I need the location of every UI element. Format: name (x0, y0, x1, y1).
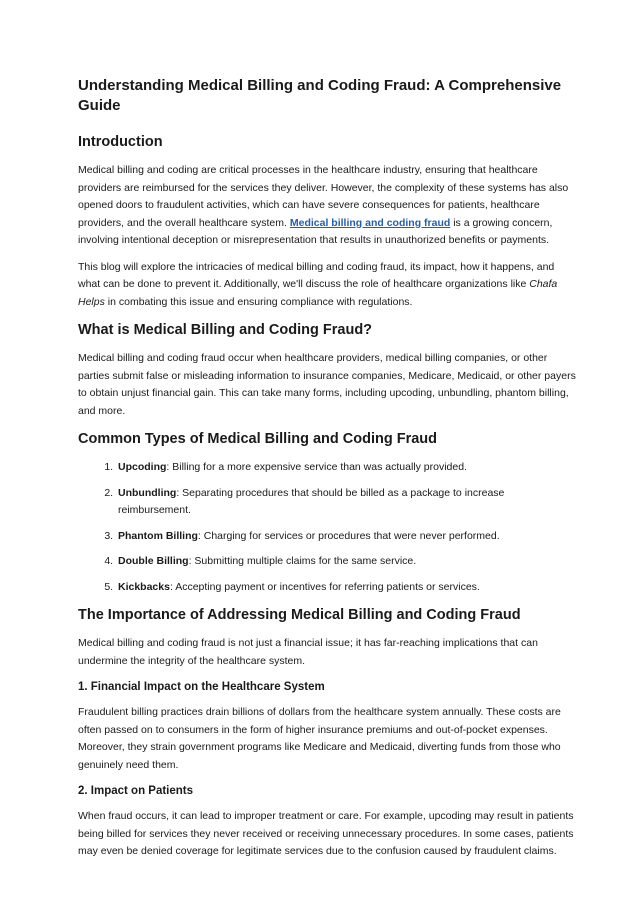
fraud-link[interactable]: Medical billing and coding fraud (289, 216, 451, 229)
importance-paragraph: Medical billing and coding fraud is not just a financial issue; it has far-reaching implications that can undermine the integrity of the healthcare system. (78, 637, 538, 667)
list-item-term: Unbundling (118, 486, 177, 499)
list-item (116, 579, 578, 597)
intro-paragraph-2 (78, 259, 578, 312)
list-item-term: Upcoding (118, 461, 167, 473)
list-item-term: Double Billing (118, 555, 189, 567)
list-item (116, 459, 578, 477)
intro-p2-text: This blog will explore the intricacies of medical billing and coding fraud, its impact, how it happens, and what can be done to prevent it. Additionally, we'll discuss the role of healthcare organizations like (78, 260, 555, 290)
intro-p1-text-after: is a growing concern, involving intentional deception or misrepresentation that results in unauthorized benefits or payments. (78, 216, 553, 246)
list-item-term: Phantom Billing (118, 529, 198, 542)
intro-p2-text-after: in combating this issue and ensuring compliance with regulations. (104, 295, 413, 308)
what-paragraph: Medical billing and coding fraud occur when healthcare providers, medical billing companies, or other parties submit false or misleading information to insurance companies, Medicare, Medicaid, or other payers to obtain unjust financial gain. This can take many forms, including upcoding, unbundling, phantom billing, and more. (78, 352, 576, 417)
list-item (116, 528, 578, 546)
fraud-types-list (78, 459, 578, 596)
list-item (116, 553, 578, 571)
intro-paragraph-1 (78, 162, 578, 250)
list-item-desc: : Charging for services or procedures that were never performed. (197, 529, 500, 542)
what-heading: What is Medical Billing and Coding Fraud? (78, 322, 373, 338)
page-title: Understanding Medical Billing and Coding Fraud: A Comprehensive Guide (78, 77, 562, 114)
list-item-desc: : Separating procedures that should be billed as a package to increase reimbursement. (118, 486, 505, 516)
brand-name: Chafa Helps (78, 278, 558, 308)
patient-impact-subheading: 2. Impact on Patients (78, 785, 194, 797)
list-item-term: Kickbacks (118, 580, 170, 593)
importance-heading: The Importance of Addressing Medical Billing and Coding Fraud (78, 607, 521, 623)
list-item-desc: : Billing for a more expensive service than was actually provided. (166, 461, 467, 473)
intro-p1-text: Medical billing and coding are critical processes in the healthcare industry, ensuring that healthcare providers are reimbursed for the services they deliver. However, the complexity of these systems has also opened doors to fraudulent activities, which can have severe consequences for patients, healthcare providers, and the overall healthcare system. (78, 164, 569, 229)
financial-impact-paragraph: Fraudulent billing practices drain billions of dollars from the healthcare system annually. These costs are often passed on to consumers in the form of higher insurance premiums and out-of-pocket expenses. Moreover, they strain government programs like Medicare and Medicaid, diverting funds from those who genuinely need them. (78, 706, 561, 771)
list-item-desc: : Accepting payment or incentives for referring patients or services. (169, 580, 480, 593)
financial-impact-subheading: 1. Financial Impact on the Healthcare System (78, 681, 325, 693)
types-heading: Common Types of Medical Billing and Coding Fraud (78, 431, 438, 447)
intro-heading: Introduction (78, 134, 163, 150)
list-item-desc: : Submitting multiple claims for the same service. (188, 555, 417, 567)
list-item (116, 485, 578, 520)
patient-impact-paragraph: When fraud occurs, it can lead to improper treatment or care. For example, upcoding may result in patients being billed for services they never received or receiving unnecessary procedures. In some cases, patients may even be denied coverage for legitimate services due to the confusion caused by fraudulent claims. (78, 810, 574, 857)
